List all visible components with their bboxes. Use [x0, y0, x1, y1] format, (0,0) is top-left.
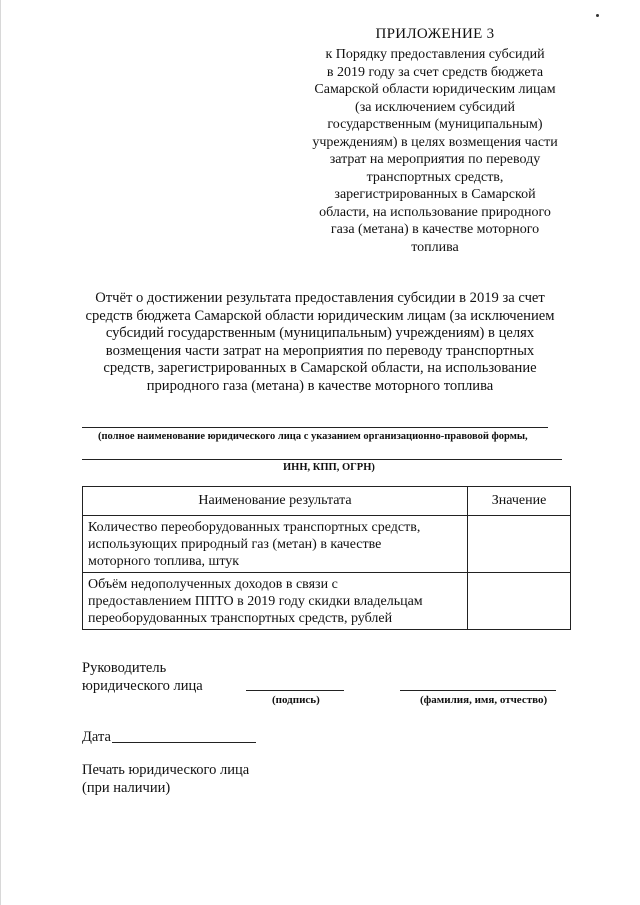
head-label-line2: юридического лица — [82, 678, 203, 694]
results-table — [82, 486, 571, 630]
report-title-line: природного газа (метана) в качестве моторного топлива — [146, 377, 494, 394]
scan-speck — [596, 14, 599, 17]
appendix-line: к Порядку предоставления субсидий — [325, 47, 545, 62]
stamp-label-line1: Печать юридического лица — [82, 762, 250, 778]
report-title-line: субсидий государственным (муниципальным) учреждениям) в целях — [105, 325, 535, 342]
table-row — [83, 516, 571, 573]
signature-line[interactable] — [246, 690, 344, 691]
head-label-line1: Руководитель — [82, 660, 167, 676]
appendix-line: Самарской области юридическим лицам — [314, 82, 556, 97]
name-caption: (фамилия, имя, отчество) — [420, 694, 548, 706]
org-name-line[interactable] — [82, 427, 548, 428]
report-title — [60, 290, 580, 396]
signature-caption: (подпись) — [272, 694, 320, 706]
result-value-cell[interactable] — [468, 573, 571, 630]
appendix-line: затрат на мероприятия по переводу — [329, 152, 541, 167]
cell-line: использующих природный газ (метан) в качестве — [88, 537, 382, 552]
appendix-line: (за исключением субсидий — [355, 99, 515, 115]
appendix-line: зарегистрированных в Самарской — [334, 187, 536, 202]
appendix-line: газа (метана) в качестве моторного — [330, 222, 540, 237]
table-header-row — [83, 487, 571, 516]
table-row — [83, 573, 571, 630]
result-value-cell[interactable] — [468, 516, 571, 573]
appendix-line: государственным (муниципальным) — [327, 117, 543, 132]
appendix-line: топлива — [411, 239, 459, 255]
appendix-line: области, на использование природного — [319, 204, 551, 220]
full-name-line[interactable] — [400, 690, 556, 691]
report-title-line: Отчёт о достижении результата предоставления субсидии в 2019 за счет — [95, 290, 545, 306]
report-title-line: средств, зарегистрированных в Самарской области, на использование — [103, 360, 537, 377]
cell-line: переоборудованных транспортных средств, рублей — [88, 611, 393, 626]
date-line[interactable] — [112, 742, 256, 743]
cell-line: моторного топлива, штук — [88, 554, 240, 569]
cell-line: Объём недополученных доходов в связи с — [88, 577, 338, 592]
appendix-line: в 2019 году за счет средств бюджета — [326, 64, 544, 80]
result-name-cell — [83, 573, 468, 630]
date-label: Дата — [82, 729, 111, 745]
appendix-line: учреждениям) в целях возмещения части — [312, 134, 558, 150]
scan-edge — [0, 0, 1, 905]
result-name-cell — [83, 516, 468, 573]
appendix-title: ПРИЛОЖЕНИЕ 3 — [375, 26, 495, 42]
header-value: Значение — [468, 487, 571, 516]
report-title-line: средств бюджета Самарской области юридическим лицам (за исключением — [85, 307, 555, 324]
stamp-label-line2: (при наличии) — [82, 780, 171, 796]
org-ids-line[interactable] — [82, 459, 562, 460]
cell-line: предоставлением ППТО в 2019 году скидки владельцам — [88, 594, 423, 609]
cell-line: Количество переоборудованных транспортных средств, — [88, 520, 421, 535]
report-title-line: возмещения части затрат на мероприятия по переводу транспортных — [105, 342, 535, 359]
org-name-caption: (полное наименование юридического лица с указанием организационно-правовой формы, — [98, 431, 528, 442]
appendix-subtitle — [300, 46, 570, 256]
org-ids-caption: ИНН, КПП, ОГРН) — [283, 462, 375, 473]
header-result-name: Наименование результата — [83, 487, 468, 516]
appendix-line: транспортных средств, — [366, 169, 504, 185]
